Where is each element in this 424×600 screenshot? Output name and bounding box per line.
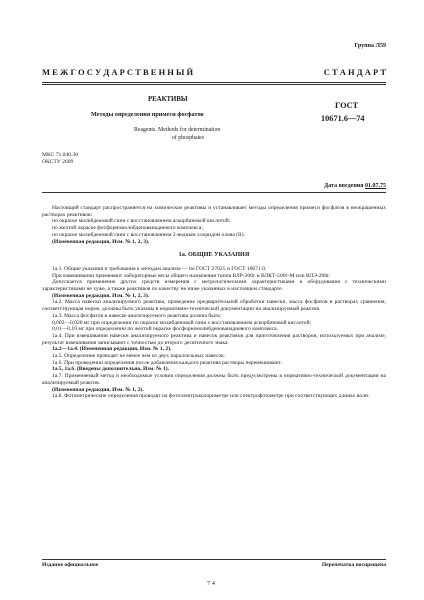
mks-code: МКС 71.040.30 xyxy=(42,152,79,158)
revision-note: 1а.5, 1а.6. (Введены дополнительно, Изм. № 1). xyxy=(52,366,170,373)
document-body xyxy=(42,205,386,400)
group-code: Группа Л59 xyxy=(354,43,386,49)
footer-rule xyxy=(42,559,386,560)
revision-note: (Измененная редакция, Изм. № 1, 2, 3). xyxy=(52,292,150,299)
clause-paragraph: 1а.7. Применяемый метод и необходимые условия определения должны быть предусмотрены в нормативно-технической документации на анализируемый реактив. xyxy=(42,373,386,386)
clause-paragraph: 0,002—0,020 мг при определении по окраске молибденовой сини с восстановлением аскорбиновой кислотой; xyxy=(52,319,312,326)
introduction-date xyxy=(324,183,386,189)
gost-label: ГОСТ xyxy=(335,101,359,110)
english-subtitle: of phosphates xyxy=(171,135,205,141)
header-divider xyxy=(42,192,386,193)
banner-rule-second xyxy=(42,84,386,85)
section-heading: 1а. ОБЩИЕ УКАЗАНИЯ xyxy=(178,251,250,259)
revision-note: (Измененная редакция, Изм. № 1, 2, 3). xyxy=(52,238,150,245)
official-edition-label: Издание официальное xyxy=(42,562,99,568)
banner-rule xyxy=(42,82,386,83)
gost-number: 10671.6—74 xyxy=(321,114,365,123)
clause-paragraph: 1а.5. Определение проводят не менее чем из двух параллельных навесок. xyxy=(52,353,226,360)
document-title: РЕАКТИВЫ xyxy=(148,96,188,103)
method-item: по желтой окраске фосфорномолибденованадиевого комплекса; xyxy=(52,225,203,232)
page-number: 74 xyxy=(207,581,217,587)
clause-paragraph: 1а.3. Масса фосфатов в навеске анализируемого реактива должна быть: xyxy=(52,312,222,319)
method-item: по окраске молибденовой сини с восстановлением аскорбиновой кислотой; xyxy=(52,218,231,225)
banner-word-standard: С Т А Н Д А Р Т xyxy=(323,67,386,77)
english-title: Reagents. Methods for determination xyxy=(134,127,221,133)
banner-word-interstate: М Е Ж Г О С У Д А Р С Т В Е Н Н Ы Й xyxy=(42,67,194,77)
clause-paragraph: 1а.2. Масса навески анализируемого реактива, проведение предварительной обработки навески, масса фосфатов в растворах сравнения, соответствующая норме, должны быть указаны в нормативно-технической документации на анализируемый реактив. xyxy=(42,299,386,313)
revision-note: (Измененная редакция, Изм. № 1, 2). xyxy=(52,386,144,393)
clause-paragraph: 1а.8. Фотометрические определения проводят на фотоэлектроколориметре или спектрофотометре при соответствующих длинах волн. xyxy=(52,393,370,400)
intro-date-label: Дата введения xyxy=(324,183,364,189)
document-subtitle: Методы определения примеси фосфатов xyxy=(91,111,204,118)
clause-paragraph: 1а.6. При проведении определения после добавления каждого реактива растворы перемешивают. xyxy=(52,359,282,366)
clause-paragraph: 1а.4. При взвешивании навески анализируемого реактива и навесок реактивов для приготовления растворов, используемых при анализе, результат взвешивания записывают с точностью до второго десятичного знака. xyxy=(42,332,386,346)
okstu-code: ОКСТУ 2609 xyxy=(42,159,74,166)
clause-paragraph: 0,01—0,10 мг при определении по желтой окраске фосфорномолибденованадиевого комплекса. xyxy=(52,326,279,333)
method-item: по окраске молибденовой сини с восстановлением 2-водным хлоридом олова (II). xyxy=(52,231,245,238)
revision-note: 1а.2—1а.4. (Измененная редакция, Изм. № 1, 2). xyxy=(52,346,172,353)
clause-paragraph: 1а.1. Общие указания и требования к методам анализа — по ГОСТ 27025 и ГОСТ 10671.0. xyxy=(52,265,267,272)
clause-paragraph: При взвешивании применяют лабораторные весы общего назначения типов ВЛР-200г и ВЛКТ-500г-М или ВЛЭ-200г. xyxy=(52,272,331,279)
standard-banner xyxy=(42,67,386,77)
clause-paragraph: Допускается применение других средств измерения с метрологическими характеристиками и оборудования с техническими характеристиками не хуже, а также реактивов по качеству не ниже указанных в настоящем стандарте. xyxy=(42,279,386,293)
reprint-prohibited-label: Перепечатка воспрещена xyxy=(321,562,386,568)
intro-date-value: 01.07.75 xyxy=(365,183,386,189)
classification-codes xyxy=(42,152,78,166)
intro-paragraph: Настоящий стандарт распространяется на химические реактивы и устанавливает методы определения примеси фосфатов в неокрашенных растворах реактивов: xyxy=(42,205,386,218)
